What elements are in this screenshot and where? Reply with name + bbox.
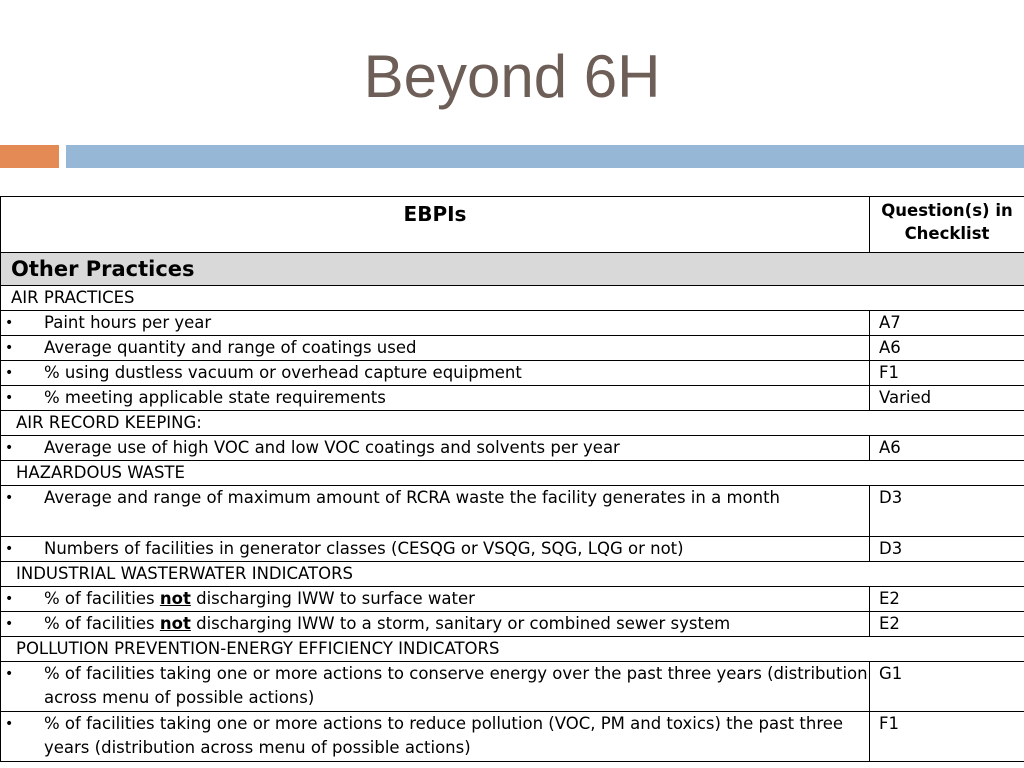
row-label: % of facilities taking one or more actions to conserve energy over the past three years (distribution across menu of possible actions): [44, 664, 868, 707]
row-label: Numbers of facilities in generator classes (CESQG or VSQG, SQG, LQG or not): [44, 539, 684, 558]
row-code: A6: [870, 436, 1024, 461]
header-questions: Question(s) in Checklist: [870, 197, 1024, 253]
bullet-icon: •: [5, 490, 14, 506]
category-row: [1, 637, 1024, 662]
accent-bar-blue: [66, 145, 1024, 168]
category-industrial-wastewater: INDUSTRIAL WASTERWATER INDICATORS: [1, 562, 1024, 587]
row-code: G1: [870, 662, 1024, 712]
row-code: D3: [870, 486, 1024, 537]
row-text: [1, 712, 870, 762]
row-text: [1, 612, 870, 637]
bullet-icon: •: [5, 716, 14, 732]
category-air-record-keeping: AIR RECORD KEEPING:: [1, 411, 1024, 436]
row-text: [1, 311, 870, 336]
row-label: Average quantity and range of coatings used: [44, 338, 417, 357]
slide-title: Beyond 6H: [363, 43, 661, 110]
table-row: [1, 537, 1024, 562]
table-row: [1, 336, 1024, 361]
row-text: [1, 587, 870, 612]
row-text: [1, 436, 870, 461]
category-pollution-prevention: POLLUTION PREVENTION-ENERGY EFFICIENCY INDICATORS: [1, 637, 1024, 662]
category-hazardous-waste: HAZARDOUS WASTE: [1, 461, 1024, 486]
category-air-practices: AIR PRACTICES: [1, 286, 1024, 311]
row-text: [1, 361, 870, 386]
table-row: [1, 361, 1024, 386]
table-row: [1, 612, 1024, 637]
row-text: [1, 486, 870, 537]
row-label-suffix: discharging IWW to a storm, sanitary or combined sewer system: [190, 614, 731, 633]
bullet-icon: •: [5, 315, 14, 331]
table-row: [1, 486, 1024, 537]
row-code: A7: [870, 311, 1024, 336]
table-row: [1, 662, 1024, 712]
row-code: D3: [870, 537, 1024, 562]
section-row: [1, 253, 1024, 286]
row-label-suffix: discharging IWW to surface water: [190, 589, 475, 608]
row-label: % using dustless vacuum or overhead capture equipment: [44, 363, 522, 382]
bullet-icon: •: [5, 340, 14, 356]
table-row: [1, 587, 1024, 612]
row-code: E2: [870, 587, 1024, 612]
table-header-row: [1, 197, 1024, 253]
ebpi-table: [0, 196, 1024, 762]
row-code: Varied: [870, 386, 1024, 411]
bullet-icon: •: [5, 616, 14, 632]
table-row: [1, 712, 1024, 762]
bullet-icon: •: [5, 365, 14, 381]
row-text: [1, 537, 870, 562]
accent-bar-orange: [0, 145, 59, 168]
row-text: [1, 336, 870, 361]
category-row: [1, 411, 1024, 436]
category-row: [1, 461, 1024, 486]
bullet-icon: •: [5, 390, 14, 406]
row-label: Average use of high VOC and low VOC coatings and solvents per year: [44, 438, 620, 457]
table-row: [1, 436, 1024, 461]
category-row: [1, 286, 1024, 311]
table-row: [1, 386, 1024, 411]
row-label: % of facilities taking one or more actions to reduce pollution (VOC, PM and toxics) the past three years (distribution across menu of possible actions): [44, 714, 844, 757]
row-text: [1, 662, 870, 712]
row-label-emphasis: not: [159, 614, 191, 633]
row-label-prefix: % of facilities: [44, 589, 160, 608]
bullet-icon: •: [5, 666, 14, 682]
row-label: Paint hours per year: [44, 313, 212, 332]
section-other-practices: Other Practices: [1, 253, 1024, 286]
row-label-prefix: % of facilities: [44, 614, 160, 633]
row-text: [1, 386, 870, 411]
bullet-icon: •: [5, 440, 14, 456]
bullet-icon: •: [5, 541, 14, 557]
row-code: E2: [870, 612, 1024, 637]
row-label: Average and range of maximum amount of RCRA waste the facility generates in a month: [44, 488, 780, 507]
row-code: A6: [870, 336, 1024, 361]
row-label: % meeting applicable state requirements: [44, 388, 386, 407]
category-row: [1, 562, 1024, 587]
row-code: F1: [870, 361, 1024, 386]
header-ebpis: EBPIs: [1, 197, 870, 253]
table-row: [1, 311, 1024, 336]
row-code: F1: [870, 712, 1024, 762]
row-label-emphasis: not: [159, 589, 191, 608]
bullet-icon: •: [5, 591, 14, 607]
